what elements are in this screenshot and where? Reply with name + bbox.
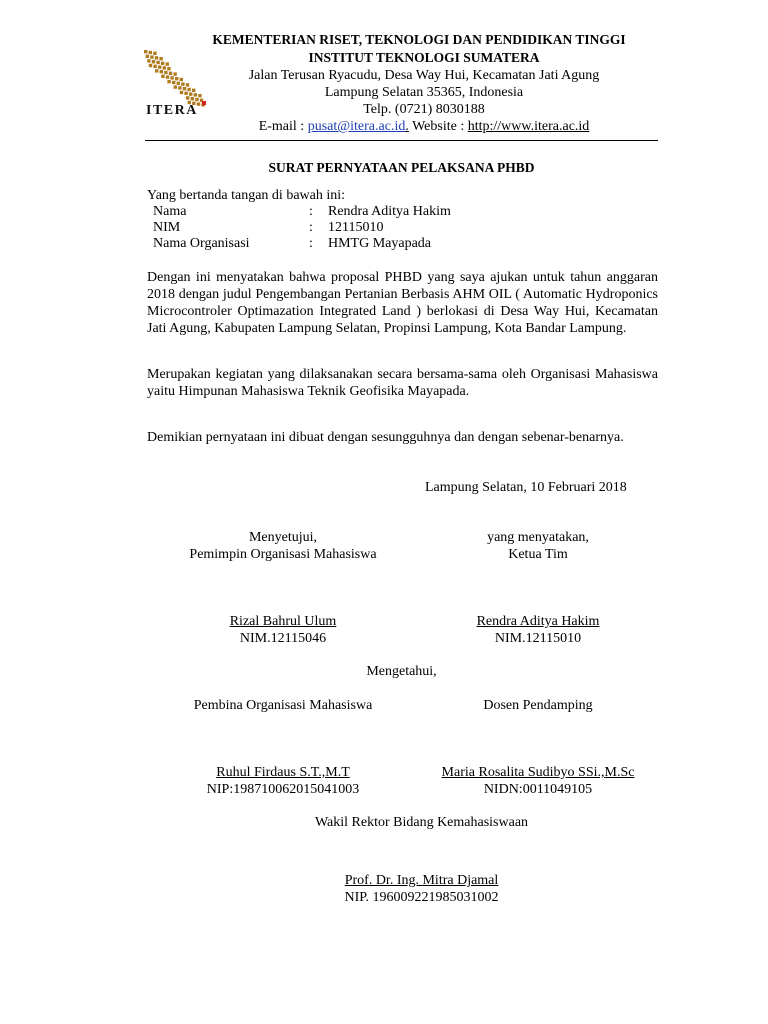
letterhead-divider [145,140,658,141]
logo-dot [167,80,170,83]
logo-dot [155,56,158,59]
logo-dot [144,50,147,53]
organisation-paragraph: Merupakan kegiatan yang dilaksanakan secara bersama-sama oleh Organisasi Mahasiswa yaitu Himpunan Mahasiswa Teknik Geofisika Mayapada. [147,367,658,399]
institute-name: INSTITUT TEKNOLOGI SUMATERA [308,50,540,65]
logo-dot [189,92,192,95]
logo-dot [159,57,162,60]
left-signatory [163,613,403,647]
logo-dot [149,51,152,54]
identity-label: Nama Organisasi [153,236,250,251]
identity-sep: : [309,236,313,251]
signatory-id: NIP. 196009221985031002 [344,890,499,905]
logo-dot [158,65,161,68]
signatory-id: NIDN:0011049105 [483,782,593,797]
logo-dot [183,87,186,90]
logo-dot [170,76,173,79]
identity-row-nim [153,219,633,235]
left-approval-block [163,529,403,563]
logo-dot [186,83,189,86]
logo-dot [191,97,194,100]
email-sep: . [405,119,409,134]
address-line-1: Jalan Terusan Ryacudu, Desa Way Hui, Kecamatan Jati Agung [248,68,600,83]
logo-dot [180,78,183,81]
logo-dot [195,98,198,101]
advisor-signatory [163,764,403,798]
logo-dot [147,59,150,62]
letter-title: SURAT PERNYATAAN PELAKSANA PHBD [268,160,535,175]
logo-dot [180,91,183,94]
logo-dot [187,88,190,91]
address-line-2: Lampung Selatan 35365, Indonesia [324,85,524,100]
signatory-id: NIM.12115046 [239,631,327,646]
logo-dot [172,81,175,84]
logo-dot [177,82,180,85]
identity-value: 12115010 [328,220,384,235]
logo-dot [153,52,156,55]
logo-dot [166,75,169,78]
approval-label: Menyetujui, [248,530,318,545]
logo-dot [155,69,158,72]
advisor-role: Pembina Organisasi Mahasiswa [193,698,373,713]
statement-label: yang menyatakan, [487,530,589,545]
right-approval-block [418,529,658,563]
logo-text: ITERA [146,103,198,118]
phone-line: Telp. (0721) 8030188 [363,102,485,117]
logo-dot [152,60,155,63]
identity-row-name [153,203,633,219]
lecturer-role: Dosen Pendamping [483,698,593,713]
identity-row-organisasi [153,235,633,251]
identity-sep: : [309,220,313,235]
logo-dot [181,82,184,85]
logo-dot [153,65,156,68]
logo-dot [184,92,187,95]
logo-dot [149,64,152,67]
logo-dot [178,86,181,89]
ministry-name: KEMENTERIAN RISET, TEKNOLOGI DAN PENDIDIKAN TINGGI [212,32,626,47]
signatory-name: Ruhul Firdaus S.T.,M.T [216,765,350,780]
right-signatory [418,613,658,647]
signatory-id: NIP:198710062015041003 [206,782,360,797]
closing-paragraph: Demikian pernyataan ini dibuat dengan sesungguhnya dan dengan sebenar-benarnya. [147,430,624,445]
signatory-name: Rizal Bahrul Ulum [229,614,337,629]
logo-dot [160,70,163,73]
intro-text: Yang bertanda tangan di bawah ini: [147,188,346,203]
identity-label: Nama [153,204,187,219]
logo-dot [192,89,195,92]
identity-sep: : [309,204,313,219]
logo-dot [175,77,178,80]
website-link[interactable]: http://www.itera.ac.id [467,119,590,134]
logo-dot [156,61,159,64]
identity-label: NIM [153,220,181,235]
logo-dot [164,71,167,74]
identity-value: Rendra Aditya Hakim [328,204,451,219]
email-label: E-mail : [258,119,308,134]
logo-dot [161,62,164,65]
team-role: Ketua Tim [508,547,568,562]
logo-dot [169,72,172,75]
signatory-id: NIM.12115010 [494,631,582,646]
statement-paragraph: Dengan ini menyatakan bahwa proposal PHBD yang saya ajukan untuk tahun anggaran 2018 dengan judul Pengembangan Pertanian Berbasis AHM OIL ( Automatic Hydroponics Microcontroler Optimazation Integrated Land ) berlokasi di Desa Way Hui, Kecamatan Jati Agung, Kabupaten Lampung Selatan, Propinsi Lampung, Kota Bandar Lampung. [147,270,658,336]
acknowledgement-label: Mengetahui, [366,664,437,679]
logo-dot [173,72,176,75]
logo-dot [163,66,166,69]
logo-dot [150,55,153,58]
lecturer-signatory [418,764,658,798]
logo-dot [161,75,164,78]
signatory-name: Prof. Dr. Ing. Mitra Djamal [344,873,499,888]
logo-dot [167,67,170,70]
vice-rector-role: Wakil Rektor Bidang Kemahasiswaan [314,815,529,830]
contact-line [200,118,648,135]
identity-table [153,203,633,251]
identity-value: HMTG Mayapada [328,236,432,251]
signatory-name: Maria Rosalita Sudibyo SSi.,M.Sc [441,765,635,780]
approver-role: Pemimpin Organisasi Mahasiswa [189,547,377,562]
website-label: Website : [412,119,468,134]
logo-dot [146,55,149,58]
place-date: Lampung Selatan, 10 Februari 2018 [425,480,627,495]
vice-rector-signatory [145,872,698,906]
logo-dot [194,93,197,96]
logo-dot [166,62,169,65]
logo-dot [186,96,189,99]
signatory-name: Rendra Aditya Hakim [476,614,600,629]
email-link[interactable]: pusat@itera.ac.id [307,119,406,134]
logo-dot [174,85,177,88]
